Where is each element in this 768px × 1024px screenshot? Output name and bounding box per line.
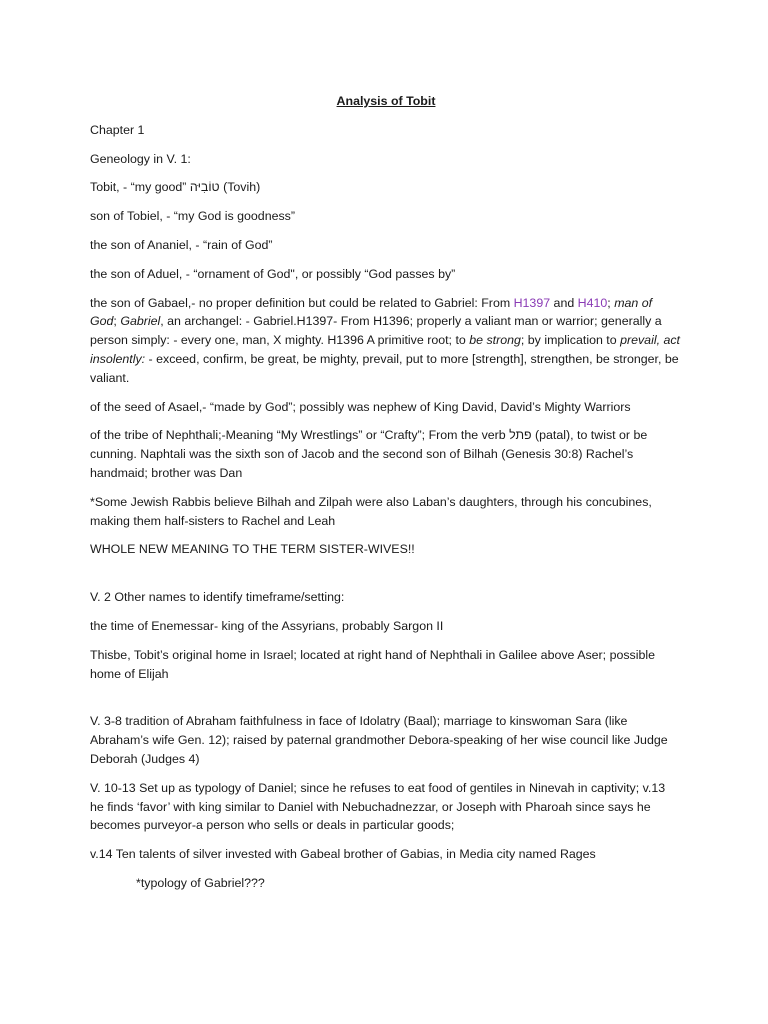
gabael-italic: be strong — [469, 333, 521, 348]
strongs-link-h410[interactable]: H410 — [577, 295, 608, 310]
strongs-link-h1397[interactable]: H1397 — [513, 295, 551, 310]
gabael-text: ; — [113, 314, 121, 329]
v3-8-paragraph: V. 3-8 tradition of Abraham faithfulness in face of Idolatry (Baal); marriage to kinswoman Sara (like Abraham’s wife Gen. 12); raised by paternal grandmother Debora-speaking of her wise council like Judge Deborah (Judges 4) — [90, 714, 668, 766]
spacer — [90, 693, 682, 712]
v10-13-paragraph: V. 10-13 Set up as typology of Daniel; since he refuses to eat food of gentiles in Ninevah in captivity; v.13 he finds ‘favor’ with king similar to Daniel with Nebuchadnezzar, or Joseph with Pharoah since says he becomes purveyor-a person who sells or deals in particular goods; — [90, 780, 666, 833]
gabael-text: ; — [607, 295, 615, 310]
tobiel-line: son of Tobiel, - “my God is goodness” — [90, 209, 296, 224]
document-title: Analysis of Tobit — [336, 94, 436, 108]
genealogy-heading: Geneology in V. 1: — [90, 151, 191, 166]
gabael-text: and — [550, 295, 578, 310]
tobit-line: Tobit, - “my good” טוֹבִיּה (Tovih) — [90, 180, 261, 195]
typology-note: *typology of Gabriel??? — [136, 875, 265, 890]
asael-line: of the seed of Asael,- “made by God”; possibly was nephew of King David, David’s Mighty Warriors — [90, 399, 631, 414]
gabael-paragraph — [90, 294, 682, 388]
gabael-text: the son of Gabael,- no proper definition but could be related to Gabriel: From — [90, 295, 514, 310]
thisbe-paragraph: Thisbe, Tobit’s original home in Israel; located at right hand of Nephthali in Galilee above Aser; possible home of Elijah — [90, 647, 656, 681]
aduel-line: the son of Aduel, - “ornament of God", or possibly “God passes by” — [90, 266, 456, 281]
gabael-text: , an archangel: - Gabriel.H1397- From H1396; properly a valiant man or warrior; generally a person simply: - every one, man, X mighty. H1396 A primitive root; to — [90, 314, 662, 348]
v14-line: v.14 Ten talents of silver invested with Gabeal brother of Gabias, in Media city named Rages — [90, 847, 596, 862]
document-page — [90, 92, 682, 903]
chapter-heading: Chapter 1 — [90, 122, 145, 137]
nephthali-paragraph: of the tribe of Nephthali;-Meaning “My Wrestlings” or “Crafty”; From the verb פתל (patal), to twist or be cunning. Naphtali was the sixth son of Jacob and the second son of Bilhah (Genesis 30:8) Rachel’s handmaid; brother was Dan — [90, 428, 648, 480]
gabael-italic: Gabriel — [120, 314, 161, 329]
ananiel-line: the son of Ananiel, - “rain of God” — [90, 237, 273, 252]
gabael-text: ; by implication to — [520, 333, 621, 348]
rabbis-note: *Some Jewish Rabbis believe Bilhah and Zilpah were also Laban’s daughters, through his concubines, making them half-sisters to Rachel and Leah — [90, 494, 652, 528]
enemessar-line: the time of Enemessar- king of the Assyrians, probably Sargon II — [90, 618, 444, 633]
v2-heading: V. 2 Other names to identify timeframe/setting: — [90, 590, 345, 605]
gabael-text: - exceed, confirm, be great, be mighty, prevail, put to more [strength], strengthen, be stronger, be valiant. — [90, 351, 679, 385]
gabael-italic: man of God — [90, 295, 653, 329]
spacer — [90, 569, 682, 588]
sister-wives-line: WHOLE NEW MEANING TO THE TERM SISTER-WIVES!! — [90, 542, 415, 557]
gabael-italic: prevail, act insolently: — [90, 333, 680, 366]
